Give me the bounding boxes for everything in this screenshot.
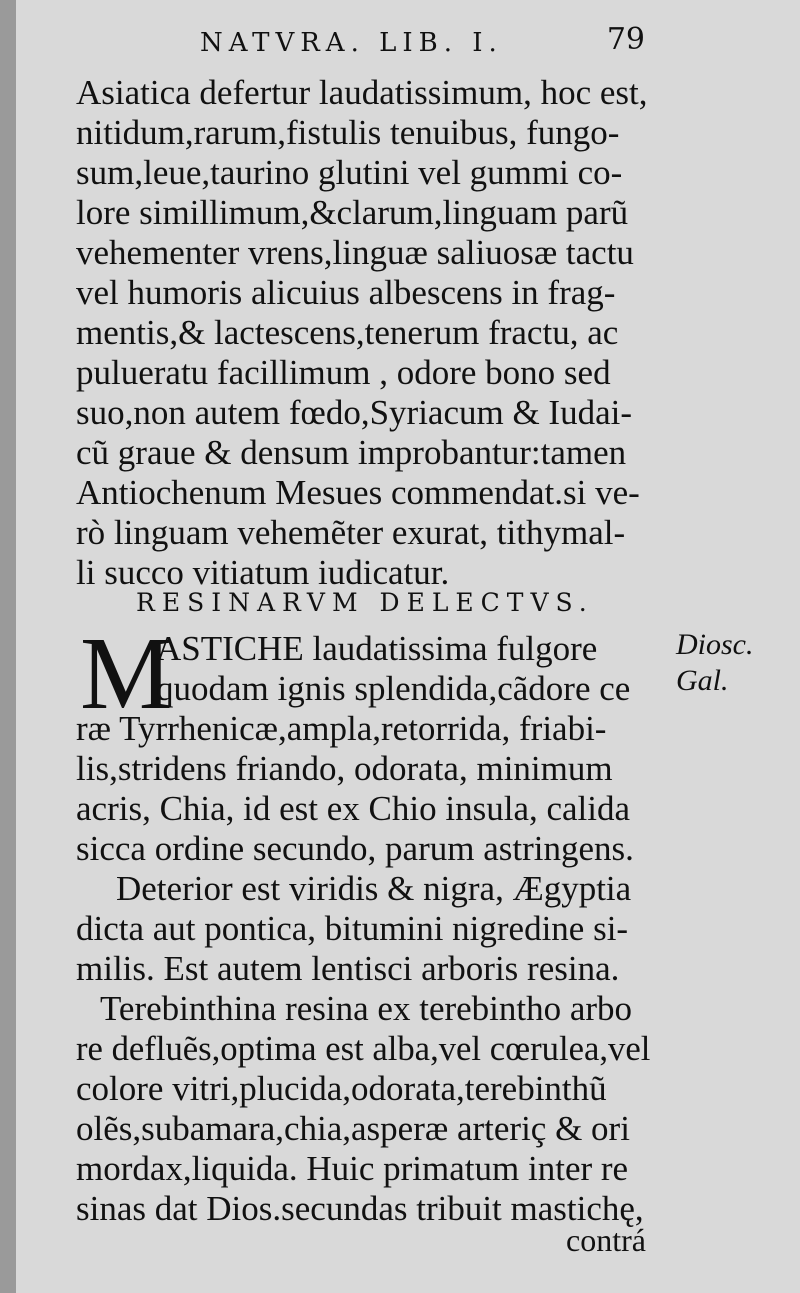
text-line: lore simillimum,&clarum,linguam parũ <box>76 193 629 232</box>
text-line: dicta aut pontica, bitumini nigredine si- <box>76 909 629 948</box>
text-line: cũ graue & densum improbantur:tamen <box>76 433 627 472</box>
text-line: li succo vitiatum iudicatur. <box>76 553 450 592</box>
text-line: milis. Est autem lentisci arboris resina. <box>76 949 620 988</box>
text-line: rò linguam vehemẽter exurat, tithymal- <box>76 513 626 552</box>
text-line: Deterior est viridis & nigra, Ægyptia <box>116 869 632 908</box>
running-head <box>200 22 645 68</box>
text-line: mordax,liquida. Huic primatum inter re <box>76 1149 629 1188</box>
text-line: pulueratu facillimum , odore bono sed <box>76 353 611 392</box>
text-line: re defluẽs,optima est alba,vel cœrulea,vel <box>76 1029 651 1068</box>
text-line: Asiatica defertur laudatissimum, hoc est, <box>76 73 648 112</box>
text-line: vehementer vrens,linguæ saliuosæ tactu <box>76 233 634 272</box>
running-head-title: NATVRA. LIB. I. <box>200 28 503 58</box>
text-line: olẽs,subamara,chia,asperæ arteriç & ori <box>76 1109 630 1148</box>
text-line: sinas dat Dios.secundas tribuit mastichę, <box>76 1189 644 1228</box>
text-line: vel humoris alicuius albescens in frag- <box>76 273 616 312</box>
text-line: colore vitri,plucida,odorata,terebinthũ <box>76 1069 607 1108</box>
text-line: ASTICHE laudatissima fulgore <box>156 629 598 668</box>
drop-capital: M <box>80 616 173 731</box>
text-line: lis,stridens friando, odorata, minimum <box>76 749 613 788</box>
text-line: mentis,& lactescens,tenerum fractu, ac <box>76 313 619 352</box>
margin-note-gal: Gal. <box>676 664 729 697</box>
text-line: Antiochenum Mesues commendat.si ve- <box>76 473 640 512</box>
text-line: suo,non autem fœdo,Syriacum & Iudai- <box>76 393 633 432</box>
binding-gutter <box>0 0 16 1293</box>
text-line: sicca ordine secundo, parum astringens. <box>76 829 634 868</box>
text-line: nitidum,rarum,fistulis tenuibus, fungo- <box>76 113 620 152</box>
text-line: quodam ignis splendida,cãdore ce <box>156 669 631 708</box>
text-line: ræ Tyrrhenicæ,ampla,retorrida, friabi- <box>76 709 607 748</box>
text-line: Terebinthina resina ex terebintho arbo <box>100 989 633 1028</box>
text-line: sum,leue,taurino glutini vel gummi co- <box>76 153 623 192</box>
margin-note-diosc: Diosc. <box>676 628 754 661</box>
text-line: acris, Chia, id est ex Chio insula, calida <box>76 789 631 828</box>
catchword: contrá <box>566 1222 646 1258</box>
section-heading: RESINARVM DELECTVS. <box>136 588 594 617</box>
page-number: 79 <box>606 22 645 57</box>
